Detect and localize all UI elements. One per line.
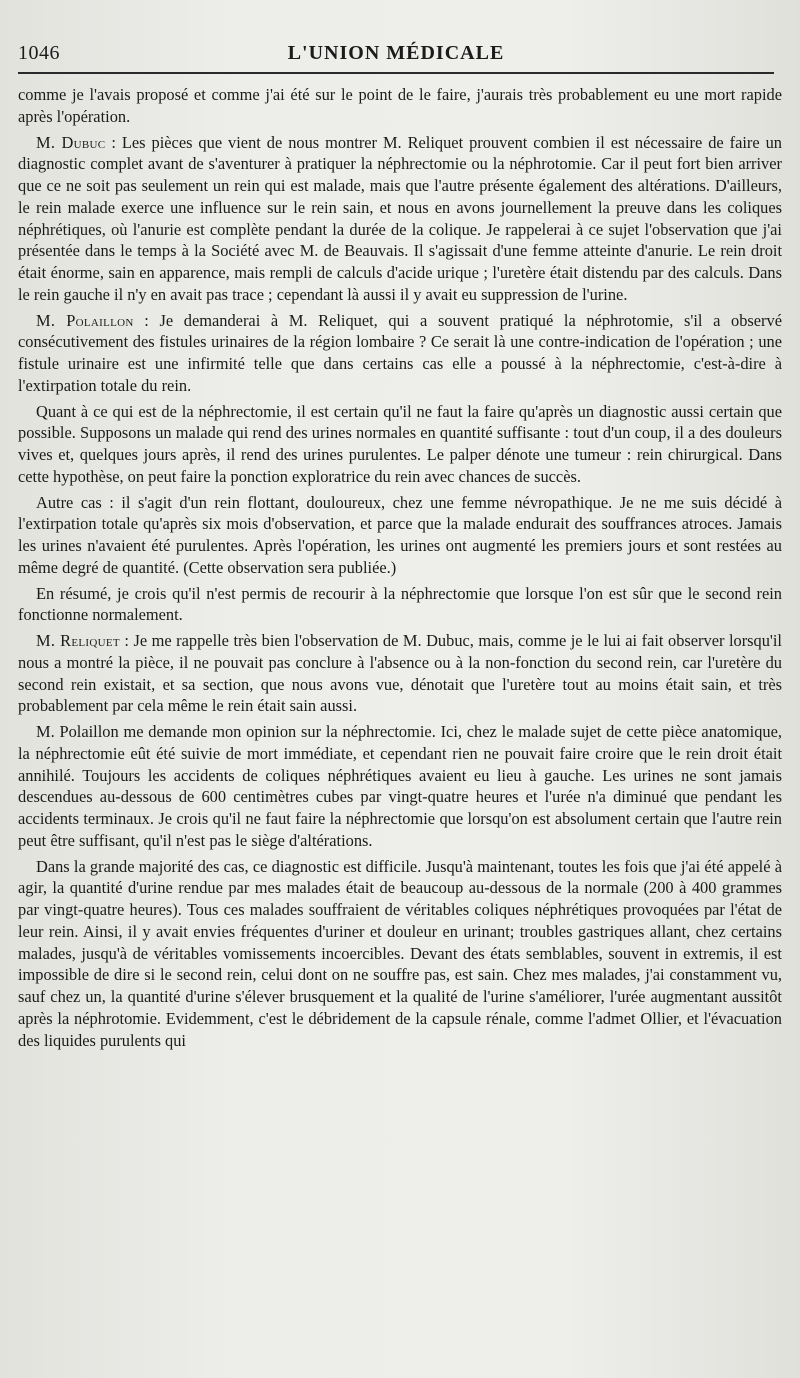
paragraph-text: M. Polaillon me demande mon opinion sur la néphrectomie. Ici, chez le malade sujet de cette pièce anatomique, la néphrectomie eût été suivie de mort immédiate, et cependant rien ne pouvait faire croire que le rein droit était annihilé. Toujours les accidents de coliques néphrétiques avaient eu lieu à gauche. Les urines ne sont jamais descendues au-dessous de 600 centimètres cubes par vingt-quatre heures et l'urée n'a diminué que pendant les accidents terminaux. Je crois qu'il ne faut faire la néphrectomie que lorsqu'on est absolument certain que l'autre rein peut être suffisant, qu'il n'est pas le siège d'altérations. [18, 722, 782, 850]
paragraph-text: Autre cas : il s'agit d'un rein flottant, douloureux, chez une femme névropathique. Je ne me suis décidé à l'extirpation totale qu'après six mois d'observation, et parce que la malade endurait des souffrances atroces. Jamais les urines n'avaient été purulentes. Après l'opération, les urines ont augmenté les premiers jours et sont restées au même degré de quantité. (Cette observation sera publiée.) [18, 492, 782, 577]
paragraph-text: : Je me rappelle très bien l'observation de M. Dubuc, mais, comme je le lui ai fait observer lorsqu'il nous a montré la pièce, il ne pouvait pas conclure à l'absence ou à la non-fonction du second rein, car l'uretère du second rein existait, et sa section, que nous avons vue, dénotait que l'uretère tout au moins était sain, et très probablement par cela même le rein était sain aussi. [18, 631, 782, 716]
paragraph [18, 492, 782, 579]
paragraph-text: Dans la grande majorité des cas, ce diagnostic est difficile. Jusqu'à maintenant, toutes les fois que j'ai été appelé à agir, la quantité d'urine rendue par mes malades était de beaucoup au-dessous de la normale (200 à 400 grammes par vingt-quatre heures). Tous ces malades souffraient de véritables coliques néphrétiques provoquées par l'état de leur rein. Ainsi, il y avait envies fréquentes d'uriner et douleur en urinant; troubles gastriques allant, chez certains malades, jusqu'à de véritables vomissements incoercibles. Devant des états semblables, souvent in extremis, il est impossible de dire si le second rein, celui dont on ne souffre pas, est sain. Chez mes malades, j'ai constamment vu, sauf chez un, la quantité d'urine s'élever brusquement et la qualité de l'urine s'améliorer, l'urée augmentant aussitôt après la néphrotomie. Evidemment, c'est le débridement de la capsule rénale, comme l'admet Ollier, et l'évacuation des liquides purulents qui [18, 856, 782, 1050]
paragraph-text: Quant à ce qui est de la néphrectomie, il est certain qu'il ne faut la faire qu'après un diagnostic aussi certain que possible. Supposons un malade qui rend des urines normales en quantité suffisante : tout d'un coup, il a des douleurs vives et, quelques jours après, il rend des urines purulentes. Le palper dénote une tumeur : rein chirurgical. Dans cette hypothèse, on peut faire la ponction exploratrice du rein avec chances de succès. [18, 401, 782, 486]
paragraph [18, 721, 782, 852]
paragraph-text: : Les pièces que vient de nous montrer M. Reliquet prouvent combien il est nécessaire de faire un diagnostic complet avant de s'aventurer à pratiquer la néphrectomie ou la néphrotomie. Car il peut fort bien arriver que ce ne soit pas seulement un rein qui est malade, mais que l'autre présente également des altérations. D'ailleurs, le rein malade exerce une influence sur le rein sain, et nous en avons journellement la preuve dans les coliques néphrétiques, où l'anurie est complète pendant la durée de la colique. Je rappelerai à ce sujet l'observation que j'ai présentée dans le temps à la Société avec M. de Beauvais. Il s'agissait d'une femme atteinte d'anurie. Le rein droit était énorme, sain en apparence, mais rempli de calculs d'acide urique ; l'uretère était distendu par des calculs. Dans le rein gauche il n'y en avait pas trace ; cependant là aussi il y avait eu suppression de l'urine. [18, 132, 782, 304]
speaker-name: M. Reliquet [36, 631, 120, 650]
paragraph [18, 630, 782, 717]
paragraph [18, 856, 782, 1052]
paragraph [18, 583, 782, 627]
paragraph [18, 310, 782, 397]
page-number: 1046 [18, 42, 60, 64]
running-head [18, 38, 774, 74]
paragraph-text: : Je demanderai à M. Reliquet, qui a souvent pratiqué la néphrotomie, s'il a observé consécutivement des fistules urinaires de la région lombaire ? Ce serait là une contre-indication de l'opération ; une fistule urinaire est une infirmité telle que dans certains cas elle a poussé à la néphrectomie, c'est-à-dire à l'extirpation totale du rein. [18, 310, 782, 395]
paragraph-text: En résumé, je crois qu'il n'est permis de recourir à la néphrectomie que lorsque l'on est sûr que le second rein fonctionne normalement. [18, 583, 782, 625]
paragraph [18, 401, 782, 488]
paragraph [18, 132, 782, 306]
paragraph-text: comme je l'avais proposé et comme j'ai été sur le point de le faire, j'aurais très probablement eu une mort rapide après l'opération. [18, 85, 782, 126]
article-body [18, 74, 782, 1051]
paragraph [18, 84, 782, 128]
speaker-name: M. Polaillon [36, 310, 134, 330]
journal-title: L'UNION MÉDICALE [287, 42, 505, 64]
speaker-name: M. Dubuc [36, 132, 106, 152]
